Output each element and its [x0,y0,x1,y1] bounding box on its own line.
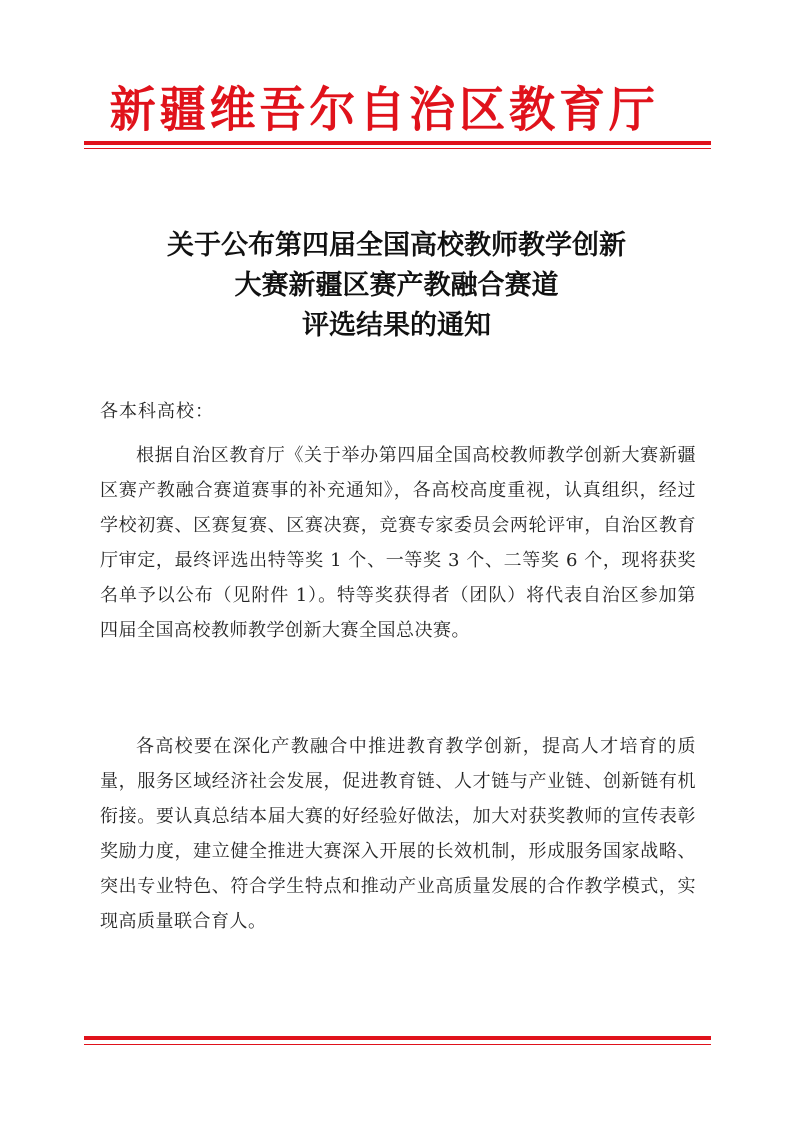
letterhead-org-name: 新疆维吾尔自治区教育厅 [109,82,659,138]
title-line: 关于公布第四届全国高校教师教学创新 [167,230,626,261]
body-paragraph: 根据自治区教育厅《关于举办第四届全国高校教师教学创新大赛新疆区赛产教融合赛道赛事的补充通知》，各高校高度重视，认真组织，经过学校初赛、区赛复赛、区赛决赛，竞赛专家委员会两轮评审，自治区教育厅审定，最终评选出特等奖 1 个、一等奖 3 个、二等奖 6 个，现将获奖名单予以公布（见附件 1）。特等奖获得者（团队）将代表自治区参加第四届全国高校教师教学创新大赛全国总决赛。 [100,445,696,641]
document-title [90,226,703,346]
title-line: 评选结果的通知 [302,310,491,341]
salutation: 各本科高校： [100,401,214,422]
letterhead-rule-thick [84,141,711,145]
title-line: 大赛新疆区赛产教融合赛道 [234,270,559,301]
footer-rule-thin [84,1044,711,1045]
body-paragraph: 各高校要在深化产教融合中推进教育教学创新，提高人才培育的质量，服务区域经济社会发展，促进教育链、人才链与产业链、创新链有机衔接。要认真总结本届大赛的好经验好做法，加大对获奖教师的宣传表彰奖励力度，建立健全推进大赛深入开展的长效机制，形成服务国家战略、突出专业特色、符合学生特点和推动产业高质量发展的合作教学模式，实现高质量联合育人。 [100,736,696,932]
footer-rule-thick [84,1036,711,1040]
letterhead-rule-thin [84,148,711,149]
